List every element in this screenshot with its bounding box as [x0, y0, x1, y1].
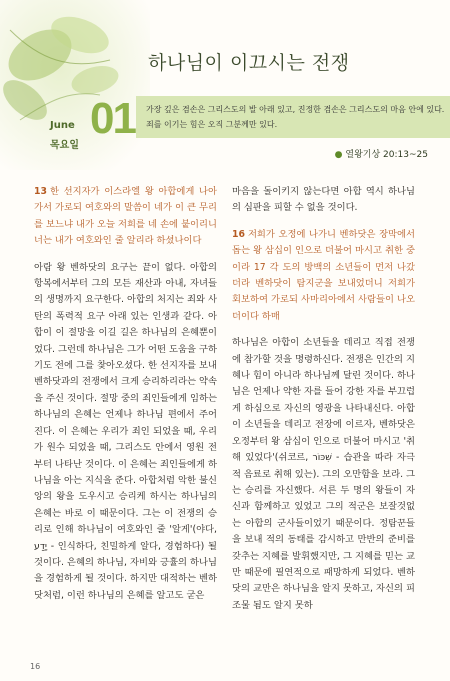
date-block: [50, 94, 140, 158]
reference-text: 열왕기상 20:13~25: [345, 150, 428, 160]
scripture-passage: [34, 184, 217, 250]
scripture-text: 한 선지자가 이스라엘 왕 아합에게 나아가서 가로되 여호와의 말씀이 네가 이 큰 무리를 보느냐 내가 오늘 저희를 네 손에 붙이리니 너는 내가 여호와인 줄 알리라 하셨나이다: [34, 186, 217, 247]
bullet-icon: ●: [334, 150, 343, 160]
scripture-passage: [232, 227, 415, 325]
header: [0, 0, 450, 168]
right-column: [232, 184, 415, 624]
meditation-paragraph: 마음을 돌이키지 않는다면 아합 역시 하나님의 심판을 피할 수 없을 것이다.: [232, 186, 415, 214]
verse-number: 16: [232, 228, 245, 240]
left-column: [34, 184, 217, 614]
page-title: 하나님이 이끄시는 전쟁: [148, 52, 350, 74]
verse-number: 13: [34, 186, 47, 197]
scripture-text: 저희가 오정에 나가니 벤하닷은 장막에서 돕는 왕 삼십이 인으로 더불어 마시고 취한 중이라 17 각 도의 방백의 소년들이 먼저 나갔더라 벤하닷이 탐지군을 보내었더니 저희가 회보하여 가로되 사마리아에서 사람들이 나오더이다 하매: [232, 228, 415, 322]
intro-quote: 가장 깊은 겸손은 그리스도의 발 아래 있고, 진정한 겸손은 그리스도의 마음 안에 있다. 죄를 이기는 힘은 오직 그분께만 있다.: [136, 96, 450, 138]
date-day-number: 01: [90, 94, 135, 143]
meditation-paragraph: 아람 왕 벤하닷의 요구는 끝이 없다. 아합의 항복에서부터 그의 모든 재산과 아내, 자녀들의 생명까지 요구한다. 아합의 처지는 죄와 사탄의 폭력적 요구 아래 있는 인생과 같다. 아합이 이 절망을 이길 길은 하나님의 은혜뿐이었다. 그런데 하나님은 그가 어떤 도움을 구하기도 전에 그를 찾아오셨다. 한 선지자를 보내 벤하닷과의 전쟁에서 크게 승리하리라는 약속을 주신 것이다. 절망 중의 죄인들에게 임하는 하나님의 은혜는 언제나 하나님 편에서 주어진다. 이 은혜는 우리가 죄인 되었을 때, 우리가 원수 되었을 때, 그리스도 안에서 영원 전부터 나타난 것이다. 이 은혜는 죄인들에게 하나님을 아는 지식을 준다. 아합처럼 악한 불신앙의 왕을 도우시고 승리케 하시는 하나님의 은혜는 바로 이 때문이다. 그는 이 전쟁의 승리로 인해 하나님이 여호와인 줄 '알게'(야다, יָדַע - 인식하다, 친밀하게 알다, 경험하다) 될 것이다. 은혜의 하나님, 자비와 긍휼의 하나님을 경험하게 될 것이다. 하지만 대적하는 벤하닷처럼, 이런 하나님의 은혜를 알고도 굳은: [34, 261, 217, 601]
date-month: June: [50, 120, 75, 131]
meditation-paragraph: 하나님은 아합이 소년들을 데리고 직접 전쟁에 참가할 것을 명령하신다. 전쟁은 인간의 지혜나 힘이 아니라 하나님께 달린 것이다. 하나님은 언제나 약한 자를 들어 강한 자를 부끄럽게 하심으로 자신의 영광을 나타내신다. 아합이 소년들을 데리고 전장에 이르자, 벤하닷은 오정부터 왕 삼십이 인으로 더불어 마시고 '취해 있었다'(쉬코르, שִׁכּוֹר - 습관을 따라 자극적 음료로 취해 있는). 그의 오만함을 보라. 그는 승리를 자신했다. 서른 두 명의 왕들이 자신과 함께하고 있었고 그의 적군은 보잘것없는 아합의 군사들이었기 때문이다. 정탐꾼들을 보내 적의 동태를 감시하고 만반의 준비를 갖추는 지혜를 발휘했지만, 그 지혜를 믿는 교만 때문에 필연적으로 패망하게 되었다. 벤하닷의 교만은 하나님을 알지 못하고, 자신의 피조물 됨도 알지 못하: [232, 337, 415, 611]
scripture-reference: [335, 147, 428, 160]
date-weekday: 목요일: [50, 140, 79, 151]
page-number: 16: [30, 662, 41, 671]
